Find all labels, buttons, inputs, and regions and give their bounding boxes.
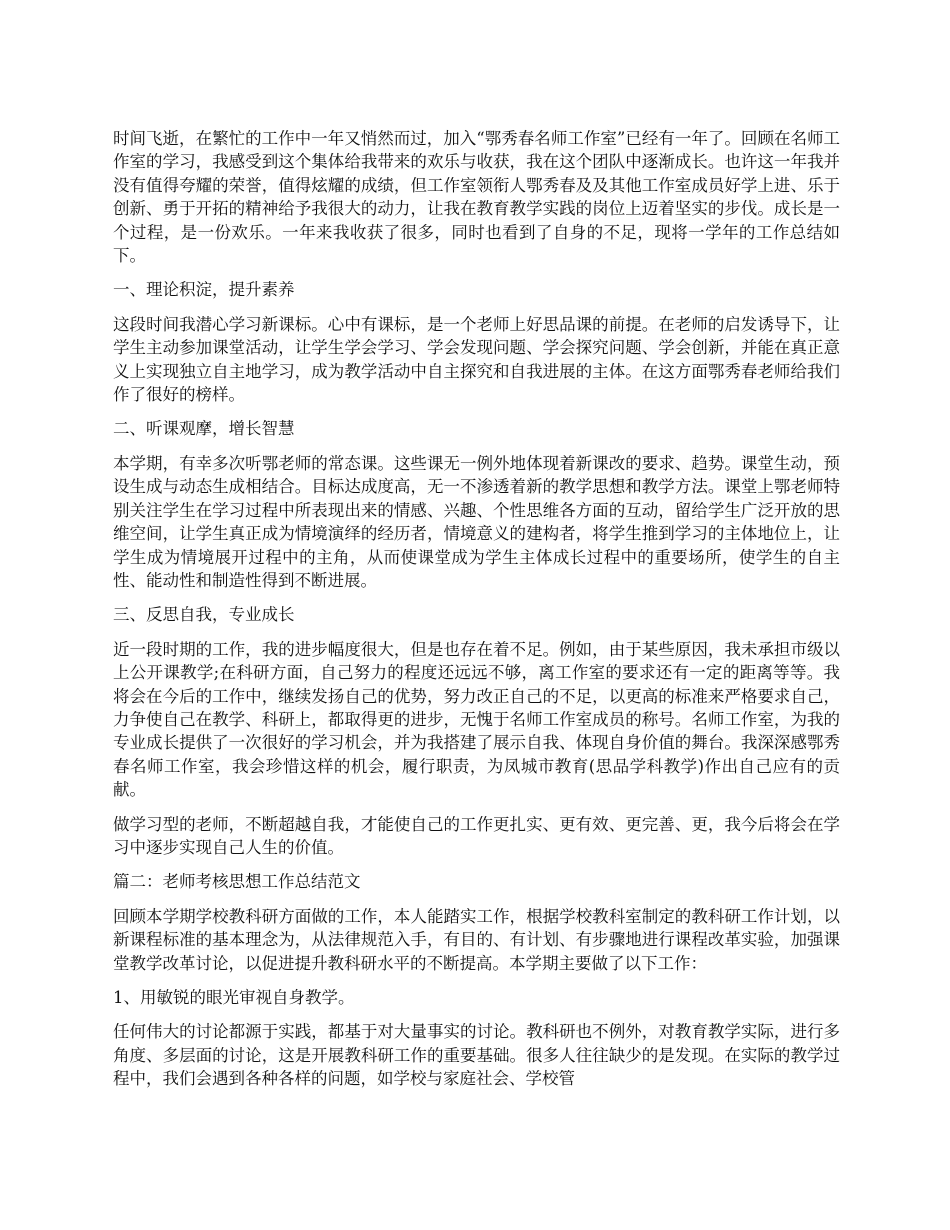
reflection-paragraph: 近一段时期的工作，我的进步幅度很大，但是也存在着不足。例如，由于某些原因，我未承担市级以上公开课教学;在科研方面，自己努力的程度还远远不够，离工作室的要求还有一定的距离等等。我将会在今后的工作中，继续发扬自己的优势，努力改正自己的不足，以更高的标准来严格要求自己，力争使自己在教学、科研上，都取得更的进步，无愧于名师工作室成员的称号。名师工作室，为我的专业成长提供了一次很好的学习机会，并为我搭建了展示自我、体现自身价值的舞台。我深深感鄂秀春名师工作室，我会珍惜这样的机会，履行职责，为凤城市教育(思品学科教学)作出自己应有的贡献。: [113, 639, 840, 800]
document-page: [113, 127, 840, 1102]
section-heading-reflection: 三、反思自我，专业成长: [113, 605, 295, 625]
theory-paragraph: 这段时间我潜心学习新课标。心中有课标，是一个老师上好思品课的前提。在老师的启发诱导下，让学生主动参加课堂活动，让学生学会学习、学会发现问题、学会探究问题、学会创新，并能在真正意义上实现独立自主地学习，成为教学活动中自主探究和自我进展的主体。在这方面鄂秀春老师给我们作了很好的榜样。: [113, 314, 840, 405]
article-two-title: 篇二：老师考核思想工作总结范文: [113, 872, 361, 892]
article-two-intro-paragraph: 回顾本学期学校教科研方面做的工作，本人能踏实工作，根据学校教科室制定的教科研工作计划，以新课程标准的基本理念为，从法律规范入手，有目的、有计划、有步骤地进行课程改革实验，加强课堂教学改革讨论，以促进提升教科研水平的不断提高。本学期主要做了以下工作：: [113, 906, 840, 973]
section-heading-theory: 一、理论积淀，提升素养: [113, 280, 295, 300]
observation-paragraph: 本学期，有幸多次听鄂老师的常态课。这些课无一例外地体现着新课改的要求、趋势。课堂生动，预设生成与动态生成相结合。目标达成度高，无一不渗透着新的教学思想和教学方法。课堂上鄂老师特别关注学生在学习过程中所表现出来的情感、兴趣、个性思维各方面的互动，留给学生广泛开放的思维空间，让学生真正成为情境演绎的经历者，情境意义的建构者，将学生推到学习的主体地位上，让学生成为情境展开过程中的主角，从而使课堂成为学生主体成长过程中的重要场所，使学生的自主性、能动性和制造性得到不断进展。: [113, 453, 840, 590]
closing-paragraph: 做学习型的老师，不断超越自我，才能使自己的工作更扎实、更有效、更完善、更，我今后将会在学习中逐步实现自己人生的价值。: [113, 814, 840, 857]
section-heading-observation: 二、听课观摩，增长智慧: [113, 419, 295, 439]
subsection-1-paragraph: 任何伟大的讨论都源于实践，都基于对大量事实的讨论。教科研也不例外，对教育教学实际，进行多角度、多层面的讨论，这是开展教科研工作的重要基础。很多人往往缺少的是发现。在实际的教学过程中，我们会遇到各种各样的问题，如学校与家庭社会、学校管: [113, 1022, 840, 1089]
intro-paragraph: 时间飞逝，在繁忙的工作中一年又悄然而过，加入“鄂秀春名师工作室”已经有一年了。回顾在名师工作室的学习，我感受到这个集体给我带来的欢乐与收获，我在这个团队中逐渐成长。也许这一年我并没有值得夸耀的荣誉，值得炫耀的成绩，但工作室领衔人鄂秀春及及其他工作室成员好学上进、乐于创新、勇于开拓的精神给予我很大的动力，让我在教育教学实践的岗位上迈着坚实的步伐。成长是一个过程，是一份欢乐。一年来我收获了很多，同时也看到了自身的不足，现将一学年的工作总结如下。: [113, 129, 840, 266]
subsection-heading-1: 1、用敏锐的眼光审视自身教学。: [113, 988, 355, 1007]
